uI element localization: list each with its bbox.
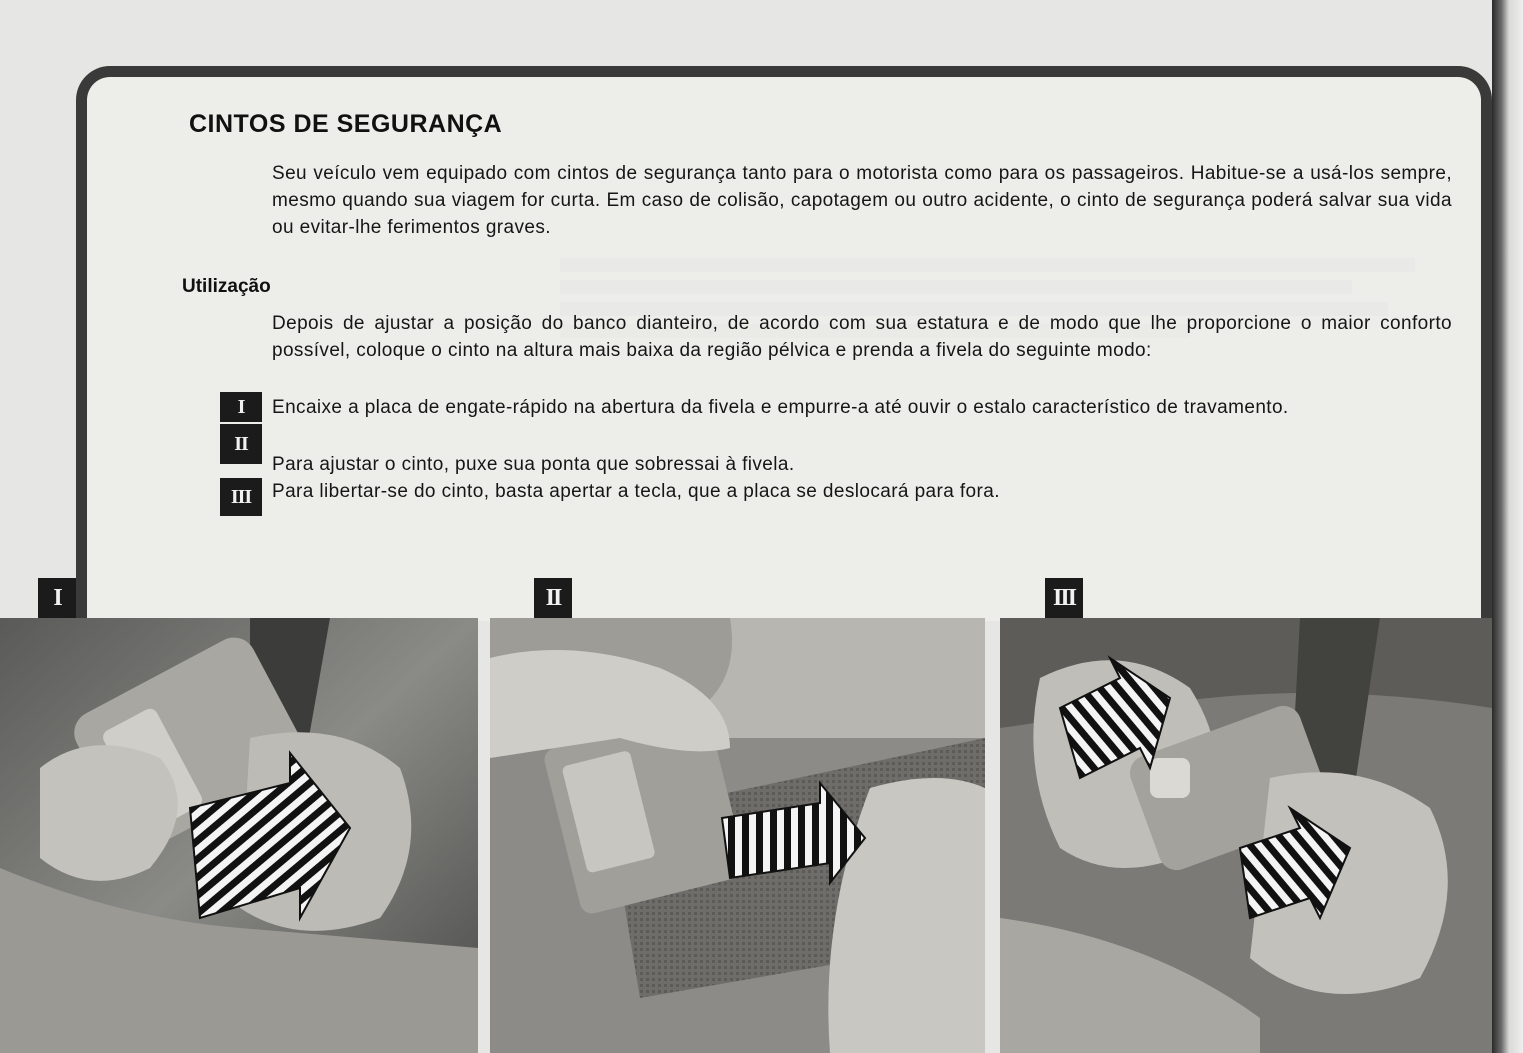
photo-insert-latch xyxy=(0,618,478,1053)
section-title: CINTOS DE SEGURANÇA xyxy=(189,110,503,138)
photo-marker-1: I xyxy=(38,578,76,618)
photo-adjust-belt xyxy=(490,618,985,1053)
step-text-1: Encaixe a placa de engate-rápido na abertura da fivela e empurre-a até ouvir o estalo característico de travamento. xyxy=(272,397,1289,418)
photo-marker-2: II xyxy=(534,578,572,618)
photo-release-buckle xyxy=(1000,618,1492,1053)
photo-marker-3: III xyxy=(1045,578,1083,618)
step-marker-2: II xyxy=(220,424,262,464)
step-text-2: Para ajustar o cinto, puxe sua ponta que sobressai à fivela. xyxy=(272,454,795,475)
section-intro: Seu veículo vem equipado com cintos de segurança tanto para o motorista como para os passageiros. Habitue-se a usá-los sempre, mesmo quando sua viagem for curta. Em caso de colisão, capotagem ou outro acidente, o cinto de segurança poderá salvar sua vida ou evitar-lhe ferimentos graves. xyxy=(272,163,1452,238)
usage-title: Utilização xyxy=(182,276,271,297)
usage-intro: Depois de ajustar a posição do banco dianteiro, de acordo com sua estatura e de modo que lhe proporcione o maior conforto possível, coloque o cinto na altura mais baixa da região pélvica e prenda a fivela do seguinte modo: xyxy=(272,313,1452,361)
step-marker-3: III xyxy=(220,478,262,516)
step-text-3: Para libertar-se do cinto, basta apertar a tecla, que a placa se deslocará para fora. xyxy=(272,481,1000,502)
step-marker-1: I xyxy=(220,392,262,422)
book-binding-edge xyxy=(1492,0,1523,1053)
